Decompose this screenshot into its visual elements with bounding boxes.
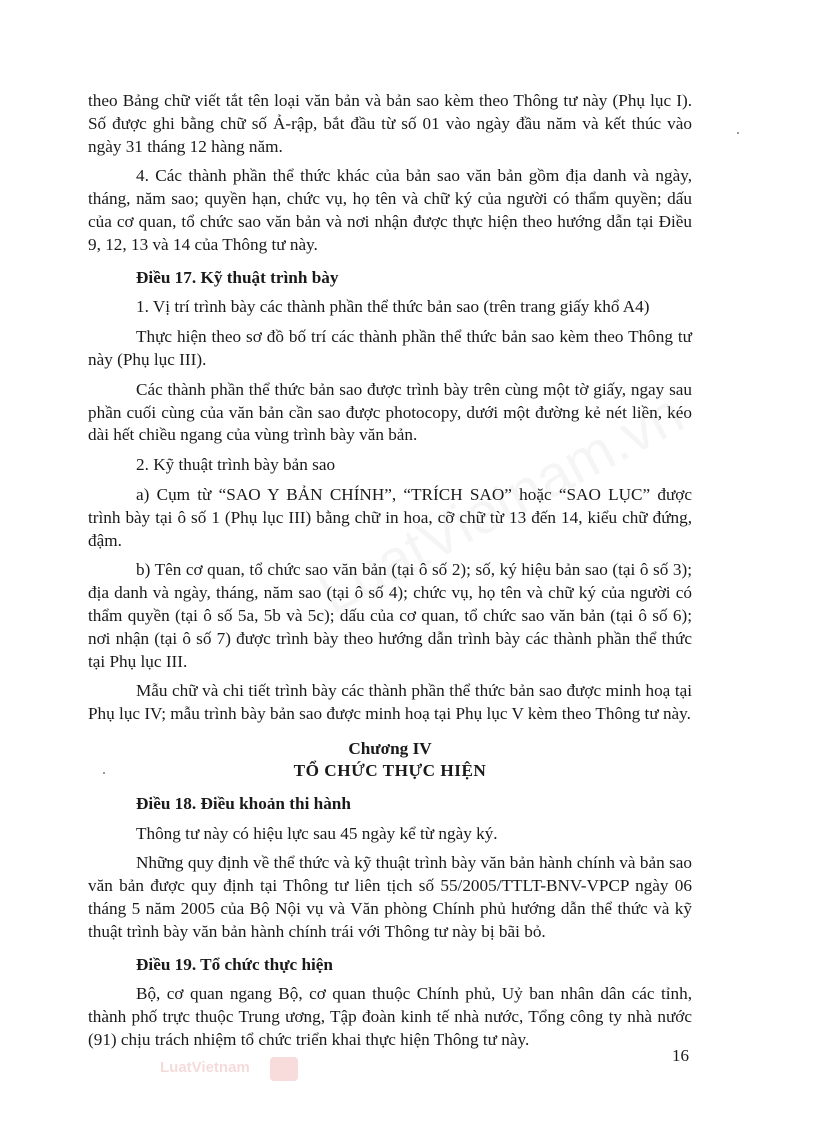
scan-speck bbox=[103, 772, 105, 774]
chapter-title: TỔ CHỨC THỰC HIỆN bbox=[293, 760, 487, 780]
scan-speck bbox=[737, 132, 739, 134]
document-body bbox=[88, 90, 692, 1052]
page-number: 16 bbox=[672, 1046, 689, 1065]
article-17-para-1: 1. Vị trí trình bày các thành phần thể thức bản sao (trên trang giấy khổ A4) bbox=[136, 297, 650, 317]
paragraph-continuation: theo Bảng chữ viết tắt tên loại văn bản và bản sao kèm theo Thông tư này (Phụ lục I). Số được ghi bằng chữ số Ả-rập, bắt đầu từ số 01 vào ngày đầu năm và kết thúc vào ngày 31 tháng 12 hàng năm. bbox=[88, 91, 692, 156]
chapter-label: Chương IV bbox=[348, 738, 432, 758]
article-17-para-3: Các thành phần thể thức bản sao được trình bày trên cùng một tờ giấy, ngay sau phần cuối cùng của văn bản cần sao được photocopy, dưới một đường kẻ nét liền, kéo dài hết chiều ngang của vùng trình bày văn bản. bbox=[88, 379, 692, 445]
luatvietnam-logo bbox=[160, 1057, 300, 1081]
logo-text: LuatVietnam bbox=[160, 1059, 250, 1076]
logo-badge-icon bbox=[270, 1057, 298, 1081]
article-17-para-6: b) Tên cơ quan, tổ chức sao văn bản (tại ô số 2); số, ký hiệu bản sao (tại ô số 3); địa danh và ngày, tháng, năm sao (tại ô số 4); chức vụ, họ tên và chữ ký của người có thẩm quyền (tại ô số 5a, 5b và 5c); dấu của cơ quan, tổ chức sao văn bản (tại ô số 6); nơi nhận (tại ô số 7) được trình bày theo hướng dẫn trình bày các thành phần thể thức tại Phụ lục III. bbox=[88, 560, 692, 671]
article-18-para-2: Những quy định về thể thức và kỹ thuật trình bày văn bản hành chính và bản sao văn bản được quy định tại Thông tư liên tịch số 55/2005/TTLT-BNV-VPCP ngày 06 tháng 5 năm 2005 của Bộ Nội vụ và Văn phòng Chính phủ hướng dẫn thể thức và kỹ thuật trình bày văn bản hành chính trái với Thông tư này bị bãi bỏ. bbox=[88, 853, 692, 941]
paragraph-item-4: 4. Các thành phần thể thức khác của bản sao văn bản gồm địa danh và ngày, tháng, năm sao; quyền hạn, chức vụ, họ tên và chữ ký của người có thẩm quyền; dấu của cơ quan, tổ chức sao văn bản và nơi nhận được thực hiện theo hướng dẫn tại Điều 9, 12, 13 và 14 của Thông tư này. bbox=[88, 166, 692, 254]
article-19-para-1: Bộ, cơ quan ngang Bộ, cơ quan thuộc Chính phủ, Uỷ ban nhân dân các tỉnh, thành phố trực thuộc Trung ương, Tập đoàn kinh tế nhà nước, Tổng công ty nhà nước (91) chịu trách nhiệm tổ chức triển khai thực hiện Thông tư này. bbox=[88, 984, 692, 1049]
article-17-heading: Điều 17. Kỹ thuật trình bày bbox=[136, 267, 339, 287]
article-17-para-7: Mẫu chữ và chi tiết trình bày các thành phần thể thức bản sao được minh hoạ tại Phụ lục IV; mẫu trình bày bản sao được minh hoạ tại Phụ lục V kèm theo Thông tư này. bbox=[88, 681, 692, 724]
article-17-para-4: 2. Kỹ thuật trình bày bản sao bbox=[136, 455, 336, 475]
article-17-para-5: a) Cụm từ “SAO Y BẢN CHÍNH”, “TRÍCH SAO” hoặc “SAO LỤC” được trình bày tại ô số 1 (Phụ lục III) bằng chữ in hoa, cỡ chữ từ 13 đến 14, kiểu chữ đứng, đậm. bbox=[88, 484, 692, 550]
article-17-para-2: Thực hiện theo sơ đồ bố trí các thành phần thể thức bản sao kèm theo Thông tư này (Phụ lục III). bbox=[88, 327, 692, 369]
article-19-heading: Điều 19. Tổ chức thực hiện bbox=[136, 954, 333, 974]
article-18-para-1: Thông tư này có hiệu lực sau 45 ngày kể từ ngày ký. bbox=[136, 823, 498, 843]
article-18-heading: Điều 18. Điều khoản thi hành bbox=[136, 793, 351, 813]
